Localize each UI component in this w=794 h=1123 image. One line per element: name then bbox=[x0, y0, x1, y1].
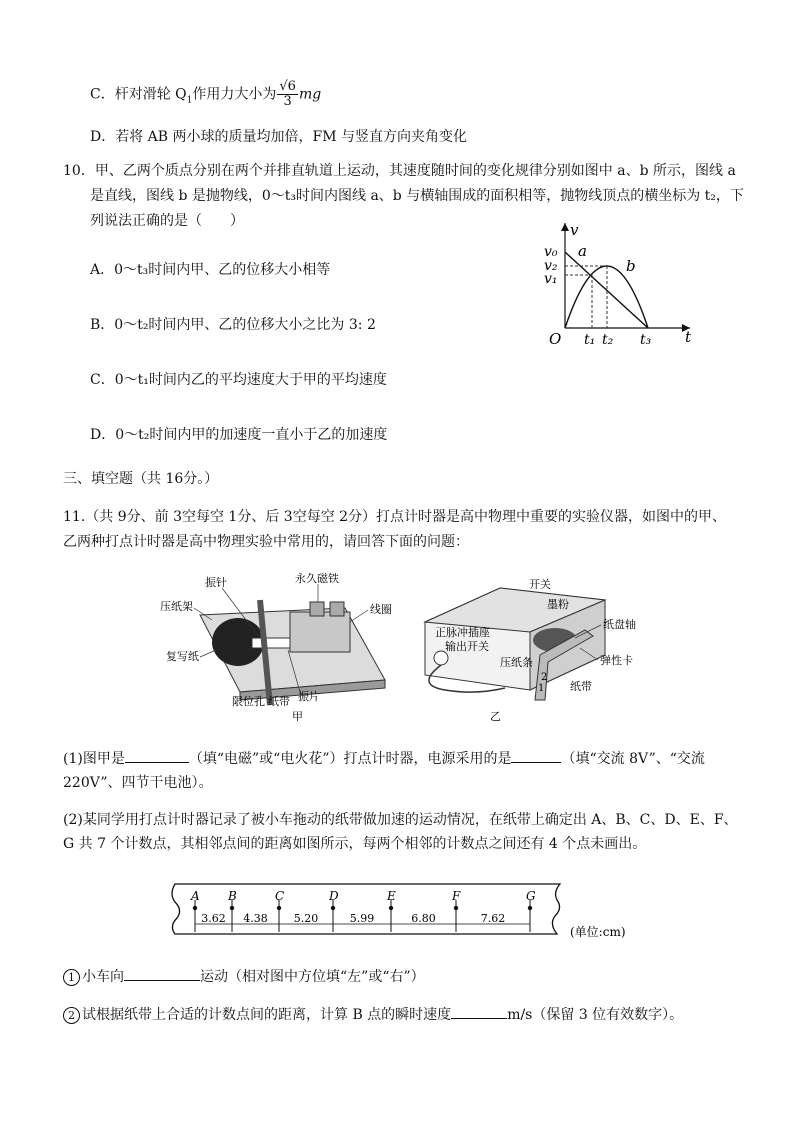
origin-label: O bbox=[549, 330, 562, 348]
q11-part2-line1: (2)某同学用打点计时器记录了被小车拖动的纸带做加速的运动情况，在纸带上确定出 A、B、C、D、E、F、 bbox=[63, 812, 738, 828]
paper-tape bbox=[165, 878, 635, 948]
distance-label: 7.62 bbox=[480, 912, 506, 925]
figure-jia bbox=[160, 570, 400, 725]
v1-label: v₁ bbox=[544, 271, 558, 287]
q10-option-b: B．0～t₂时间内甲、乙的位移大小之比为 3: 2 bbox=[90, 317, 376, 333]
t3-label: t₃ bbox=[640, 332, 652, 348]
label-carbon-paper: 复写纸 bbox=[166, 650, 199, 663]
tape-point-label: C bbox=[275, 889, 285, 903]
tape-unit: (单位:cm) bbox=[570, 925, 626, 939]
q11-part2-line2: G 共 7 个计数点，其相邻点间的距离如图所示，每两个相邻的计数点之间还有 4 个点未画出。 bbox=[63, 836, 647, 852]
section-title: 三、填空题（共 16分。） bbox=[63, 471, 219, 487]
tape-point-label: G bbox=[526, 889, 536, 903]
label-needle: 振针 bbox=[205, 576, 227, 589]
distance-label: 5.99 bbox=[349, 912, 375, 925]
v0-label: v₀ bbox=[544, 244, 558, 260]
q10-stem-line2: 是直线，图线 b 是抛物线，0～t₃时间内图线 a、b 与横轴围成的面积相等，抛物线顶点的横坐标为 t₂，下 bbox=[90, 188, 744, 204]
answer-blank-velocity[interactable] bbox=[451, 1004, 507, 1019]
label-paper-holder: 压纸架 bbox=[160, 600, 193, 613]
q10-option-d: D．0～t₂时间内甲的加速度一直小于乙的加速度 bbox=[90, 427, 388, 443]
label-toner: 墨粉 bbox=[547, 598, 569, 611]
q10-option-c: C．0～t₁时间内乙的平均速度大于甲的平均速度 bbox=[90, 372, 387, 388]
label-tape: 纸带 bbox=[268, 695, 290, 708]
q10-stem-line1: 10．甲、乙两个质点分别在两个并排直轨道上运动，其速度随时间的变化规律分别如图中 a、b 所示，图线 a bbox=[63, 163, 736, 179]
label-press-strip: 压纸条 bbox=[500, 656, 533, 669]
jia-magnet-post bbox=[310, 602, 324, 616]
q10-stem-line3: 列说法正确的是（ ） bbox=[90, 213, 244, 229]
caption-yi: 乙 bbox=[490, 710, 501, 723]
q11-sub2: 2 试根据纸带上合适的计数点间的距离，计算 B 点的瞬时速度 m/s（保留 3 位有效数字）。 bbox=[63, 1004, 683, 1025]
label-clip: 弹性卡 bbox=[600, 654, 633, 667]
q11-part1-line1: (1)图甲是 （填“电磁”或“电火花”）打点计时器，电源采用的是 （填“交流 8V”、“交流 bbox=[63, 748, 705, 769]
tape-mark-1: 1 bbox=[538, 683, 545, 694]
fraction: $\frac{√6}{3}$ bbox=[279, 79, 296, 109]
label-limit-hole: 限位孔 bbox=[232, 695, 265, 708]
q11-part1-line2: 220V”、四节干电池）。 bbox=[63, 775, 213, 791]
tape-marks bbox=[190, 889, 536, 932]
label-switch: 开关 bbox=[529, 578, 551, 591]
yi-socket bbox=[434, 651, 448, 665]
curve-a-label: a bbox=[578, 242, 587, 260]
label-output-switch: 输出开关 bbox=[445, 640, 489, 653]
q10-option-a: A．0～t₃时间内甲、乙的位移大小相等 bbox=[90, 262, 331, 278]
tape-point-label: F bbox=[452, 889, 461, 903]
jia-vibrator bbox=[252, 638, 290, 648]
t2-label: t₂ bbox=[602, 332, 614, 348]
answer-blank-power[interactable] bbox=[511, 748, 561, 763]
answer-blank-direction[interactable] bbox=[124, 966, 200, 981]
v2-label: v₂ bbox=[544, 258, 558, 274]
q9-option-d: D．若将 AB 两小球的质量均加倍，FM 与竖直方向夹角变化 bbox=[90, 129, 468, 145]
vt-graph bbox=[540, 218, 700, 348]
figure-yi bbox=[405, 570, 680, 725]
q11-sub1: 1 小车向 运动（相对图中方位填“左”或“右”） bbox=[63, 966, 425, 987]
label-magnet: 永久磁铁 bbox=[295, 572, 339, 585]
v-axis-label: v bbox=[570, 221, 579, 239]
distance-label: 3.62 bbox=[201, 912, 226, 925]
v-axis-arrow bbox=[561, 223, 569, 231]
label-coil: 线圈 bbox=[370, 603, 392, 616]
tape-point-label: B bbox=[228, 889, 237, 903]
tape-point-label: D bbox=[329, 889, 339, 903]
q9-option-c: C．杆对滑轮 $Q_1$作用力大小为 $\frac{√6}{3}$ mg bbox=[90, 79, 322, 109]
jia-magnet-post bbox=[330, 602, 344, 616]
circled-number: 1 bbox=[63, 969, 80, 986]
circled-number: 2 bbox=[63, 1007, 80, 1024]
q11-stem-line2: 乙两种打点计时器是高中物理实验中常用的，请回答下面的问题： bbox=[63, 534, 469, 550]
label-tape: 纸带 bbox=[570, 680, 592, 693]
distance-label: 6.80 bbox=[411, 912, 436, 925]
tape-point-label: A bbox=[191, 889, 200, 903]
curve-b-label: b bbox=[626, 257, 636, 275]
label-pulse-socket: 正脉冲插座 bbox=[435, 626, 490, 639]
t1-label: t₁ bbox=[584, 332, 596, 348]
caption-jia: 甲 bbox=[292, 710, 303, 723]
jia-coil bbox=[290, 612, 350, 652]
q11-stem-line1: 11.（共 9分、前 3空每空 1分、后 3空每空 2分）打点计时器是高中物理中重要的实验仪器，如图中的甲、 bbox=[63, 509, 727, 525]
label-reel: 纸盘轴 bbox=[603, 618, 636, 631]
label-vibrating-plate: 振片 bbox=[298, 690, 320, 703]
t-axis-label: t bbox=[685, 328, 692, 346]
tape-point-label: E bbox=[387, 889, 396, 903]
answer-blank-timer-type[interactable] bbox=[125, 748, 189, 763]
distance-label: 4.38 bbox=[243, 912, 268, 925]
tape-mark-2: 2 bbox=[541, 672, 548, 683]
distance-label: 5.20 bbox=[293, 912, 319, 925]
